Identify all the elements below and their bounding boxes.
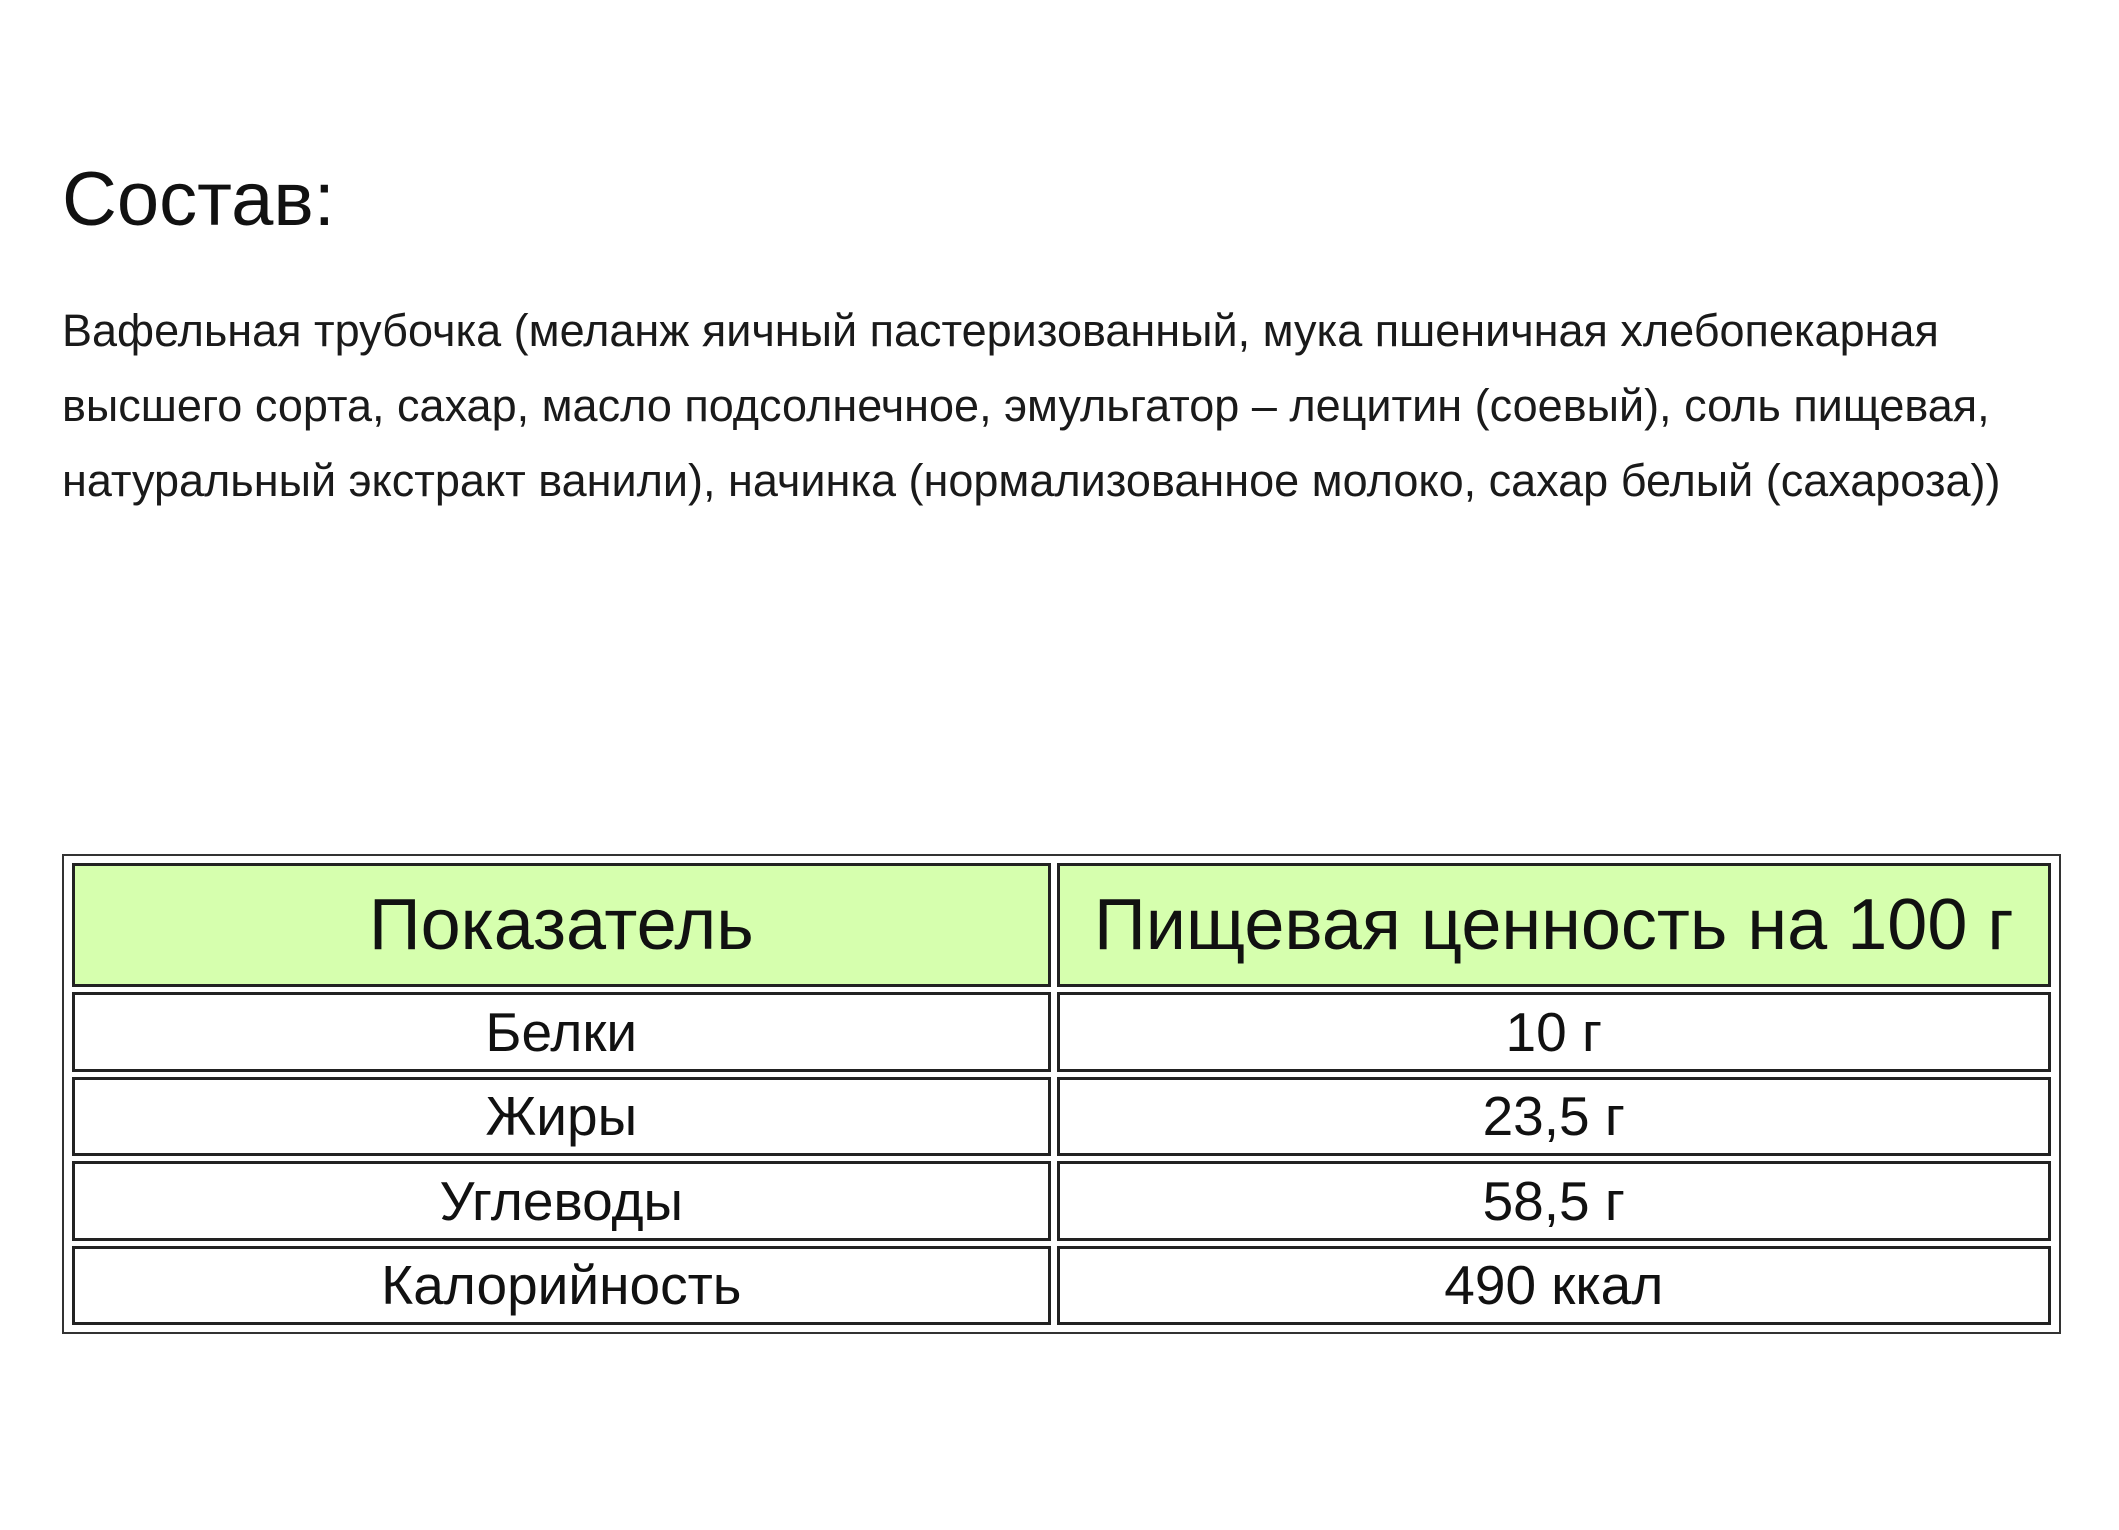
table-row [72, 1077, 2051, 1157]
row-protein-value: 10 г [1057, 992, 2051, 1072]
row-carbs-value: 58,5 г [1057, 1161, 2051, 1241]
header-nutritional-value: Пищевая ценность на 100 г [1057, 863, 2051, 987]
header-indicator: Показатель [72, 863, 1051, 987]
row-calories-label: Калорийность [72, 1246, 1051, 1326]
composition-title: Состав: [62, 157, 335, 242]
row-protein-label: Белки [72, 992, 1051, 1072]
nutrition-table [66, 858, 2057, 1330]
table-row [72, 1246, 2051, 1326]
row-calories-value: 490 ккал [1057, 1246, 2051, 1326]
table-row [72, 992, 2051, 1072]
row-fat-label: Жиры [72, 1077, 1051, 1157]
table-row [72, 1161, 2051, 1241]
nutrition-table-frame [62, 854, 2061, 1334]
composition-text: Вафельная трубочка (меланж яичный пастеризованный, мука пшеничная хлебопекарная высшего сорта, сахар, масло подсолнечное, эмульгатор – лецитин (соевый), соль пищевая, натуральный экстракт ванили), начинка (нормализованное молоко, сахар белый (сахароза)) [62, 305, 2001, 506]
row-fat-value: 23,5 г [1057, 1077, 2051, 1157]
row-carbs-label: Углеводы [72, 1161, 1051, 1241]
table-header-row [72, 863, 2051, 987]
